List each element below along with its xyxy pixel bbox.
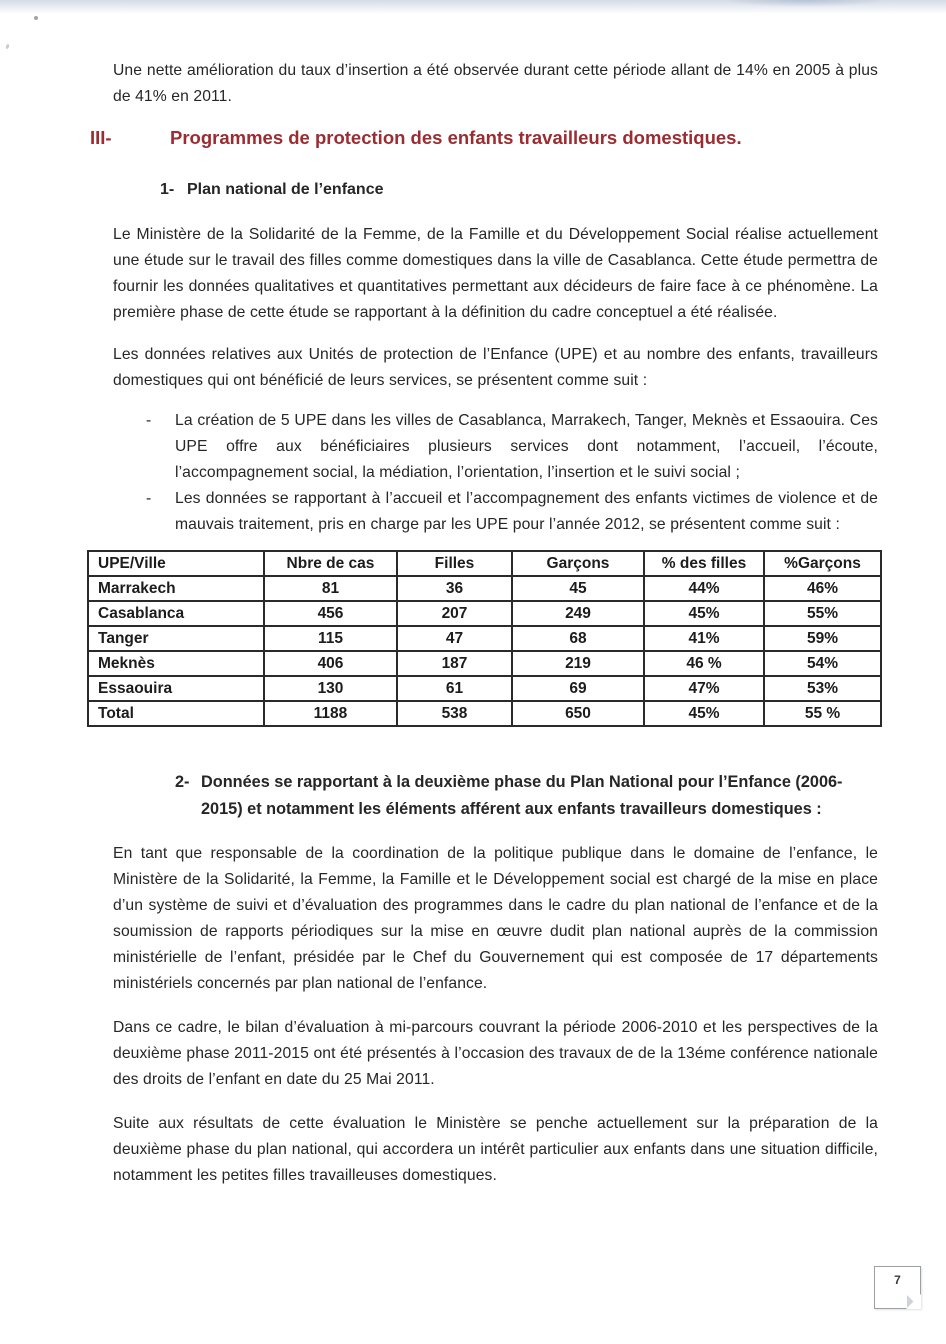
cell-value: 1188 (264, 701, 397, 726)
cell-value: 68 (512, 626, 644, 651)
subsection-1-heading (160, 178, 878, 202)
paragraph: Dans ce cadre, le bilan d’évaluation à mi-parcours couvrant la période 2006-2010 et les perspectives de la deuxième phase 2011-2015 ont été présentés à l’occasion des travaux de de la 13éme conférence nationale des droits de l’enfant en date du 25 Mai 2011. (113, 1019, 878, 1088)
cell-city: Casablanca (88, 601, 264, 626)
cell-value: 81 (264, 576, 397, 601)
cell-value: 187 (397, 651, 512, 676)
cell-city: Marrakech (88, 576, 264, 601)
cell-city: Tanger (88, 626, 264, 651)
cell-value: 46 % (644, 651, 764, 676)
scan-edge-artifact (0, 0, 946, 14)
list-item (113, 486, 878, 538)
cell-value: 45 (512, 576, 644, 601)
cell-value: 249 (512, 601, 644, 626)
paragraph: Suite aux résultats de cette évaluation le Ministère se penche actuellement sur la préparation de la deuxième phase du plan national, qui accordera un intérêt particulier aux enfants dans une situation difficile, notamment les petites filles travailleuses domestiques. (113, 1115, 878, 1184)
cell-value: 61 (397, 676, 512, 701)
table-row (88, 576, 881, 601)
cell-city: Meknès (88, 651, 264, 676)
bullet-list (113, 408, 878, 538)
cell-value: 456 (264, 601, 397, 626)
subsection-2-title-line1: Données se rapportant à la deuxième phase du Plan National pour l’Enfance (2006- (201, 773, 843, 791)
cell-value: 55 % (764, 701, 881, 726)
section-heading-3 (90, 124, 878, 152)
column-header: Nbre de cas (264, 551, 397, 576)
scan-speck (5, 44, 10, 50)
bullet-text: Les données se rapportant à l’accueil et l’accompagnement des enfants victimes de violence et de mauvais traitement, pris en charge par les UPE pour l’année 2012, se présentent comme suit : (175, 490, 878, 533)
subsection-1-title: Plan national de l’enfance (187, 181, 384, 198)
cell-value: 45% (644, 701, 764, 726)
cell-value: 219 (512, 651, 644, 676)
page-number-tab (874, 1266, 921, 1309)
paragraph: Les données relatives aux Unités de protection de l’Enfance (UPE) et au nombre des enfants, travailleurs domestiques qui ont bénéficié de leurs services, se présentent comme suit : (113, 346, 878, 389)
cell-value: 53% (764, 676, 881, 701)
column-header: UPE/Ville (88, 551, 264, 576)
column-header: Garçons (512, 551, 644, 576)
cell-value: 650 (512, 701, 644, 726)
table-row (88, 676, 881, 701)
column-header: Filles (397, 551, 512, 576)
cell-value: 47 (397, 626, 512, 651)
column-header: % des filles (644, 551, 764, 576)
cell-value: 55% (764, 601, 881, 626)
subsection-2-title-line2: 2015) et notamment les éléments afférent aux enfants travailleurs domestiques : (201, 800, 822, 818)
cell-value: 538 (397, 701, 512, 726)
table-row (88, 651, 881, 676)
cell-value: 47% (644, 676, 764, 701)
cell-value: 115 (264, 626, 397, 651)
intro-paragraph: Une nette amélioration du taux d’insertion a été observée durant cette période allant de 14% en 2005 à plus de 41% en 2011. (113, 62, 878, 105)
upe-statistics-table (87, 550, 882, 727)
document-page (90, 58, 878, 1203)
cell-value: 130 (264, 676, 397, 701)
bullet-dash: - (146, 490, 152, 507)
subsection-2-title (201, 769, 842, 823)
page-number: 7 (894, 1273, 901, 1287)
cell-value: 207 (397, 601, 512, 626)
list-item (113, 408, 878, 486)
cell-value: 59% (764, 626, 881, 651)
table-row (88, 626, 881, 651)
cell-value: 36 (397, 576, 512, 601)
cell-value: 46% (764, 576, 881, 601)
subsection-2-heading (175, 769, 878, 823)
paragraph: En tant que responsable de la coordination de la politique publique dans le domaine de l’enfance, le Ministère de la Solidarité, la Femme, la Famille et le Développement social est chargé de la mise en place d’un système de suivi et d’évaluation des programmes dans le cadre du plan national de l’enfance et de la soumission de rapports périodiques sur la mise en œuvre dudit plan national auprès de la commission ministérielle de l’enfant, présidée par le Chef du Gouvernement qui est composée de 17 départements ministériels concernés par plan national de l’enfance. (113, 845, 878, 992)
cell-value: 41% (644, 626, 764, 651)
table-row-total (88, 701, 881, 726)
cell-value: 45% (644, 601, 764, 626)
bullet-dash: - (146, 412, 152, 429)
scan-speck (34, 16, 38, 20)
cell-value: 69 (512, 676, 644, 701)
table-row (88, 601, 881, 626)
cell-city: Total (88, 701, 264, 726)
column-header: %Garçons (764, 551, 881, 576)
cell-city: Essaouira (88, 676, 264, 701)
subsection-1-number: 1- (160, 181, 175, 198)
folded-corner-cut (906, 1294, 921, 1309)
cell-value: 44% (644, 576, 764, 601)
section-numeral: III- (90, 127, 112, 148)
cell-value: 54% (764, 651, 881, 676)
subsection-2-number: 2- (175, 773, 190, 791)
cell-value: 406 (264, 651, 397, 676)
paragraph: Le Ministère de la Solidarité de la Femme, de la Famille et du Développement Social réalise actuellement une étude sur le travail des filles comme domestiques dans la ville de Casablanca. Cette étude permettra de fournir les données qualitatives et quantitatives permettant aux décideurs de faire face à ce phénomène. La première phase de cette étude se rapportant à la définition du cadre conceptuel a été réalisée. (113, 226, 878, 321)
table-header-row (88, 551, 881, 576)
subsection-2-body (113, 841, 878, 1189)
section-title: Programmes de protection des enfants travailleurs domestiques. (170, 127, 742, 148)
bullet-text: La création de 5 UPE dans les villes de Casablanca, Marrakech, Tanger, Meknès et Essaouira. Ces UPE offre aux bénéficiaires plusieurs services dont notamment, l’accueil, l’écoute, l’accompagnement social, la médiation, l’orientation, l’insertion et le suivi social ; (175, 412, 878, 481)
